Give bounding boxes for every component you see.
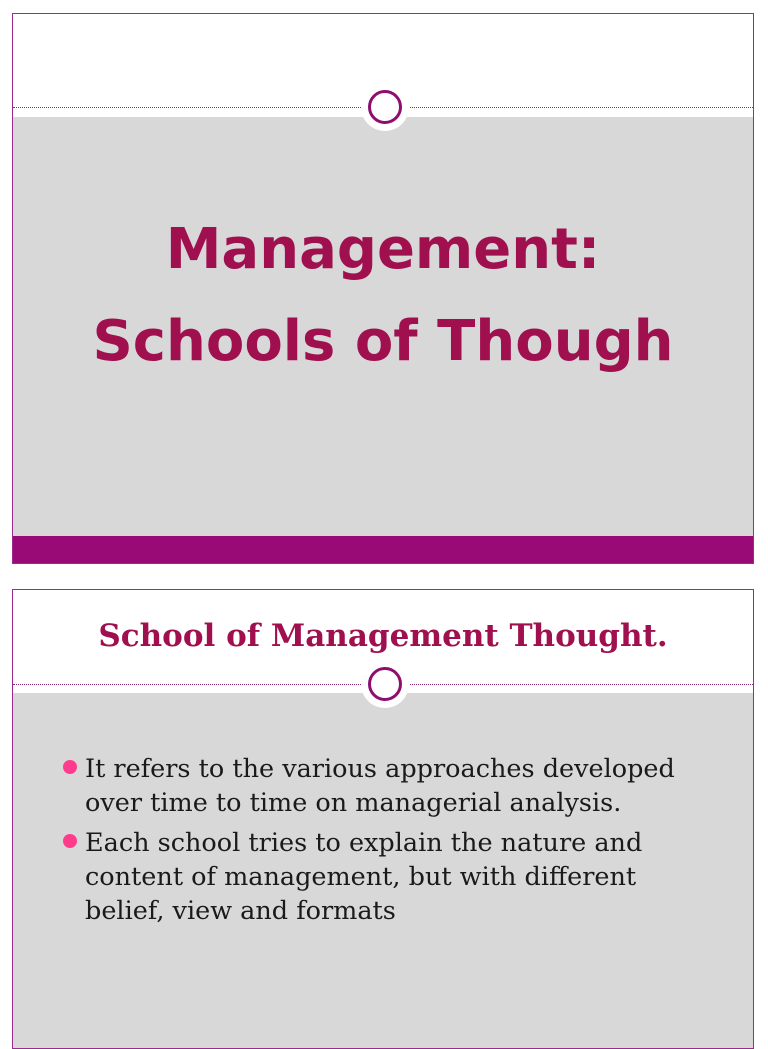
bullet-dot-icon — [63, 834, 77, 848]
list-item — [59, 752, 719, 820]
slide-title-line-2: Schools of Though — [92, 309, 674, 374]
accent-bar — [13, 536, 753, 563]
bullet-text: It refers to the various approaches developed over time to time on managerial analysis. — [85, 754, 675, 818]
slide-title — [13, 204, 753, 388]
slide-title-line-1: Management: — [165, 217, 601, 282]
bullet-list — [59, 752, 719, 934]
bullet-dot-icon — [63, 760, 77, 774]
ring-icon — [361, 83, 409, 131]
list-item — [59, 826, 719, 928]
bullet-text: Each school tries to explain the nature and content of management, but with different belief, view and formats — [85, 828, 643, 926]
content-slide-title: School of Management Thought. — [98, 618, 668, 654]
title-slide — [12, 13, 754, 564]
content-slide — [12, 589, 754, 1049]
ring-icon — [361, 660, 409, 708]
